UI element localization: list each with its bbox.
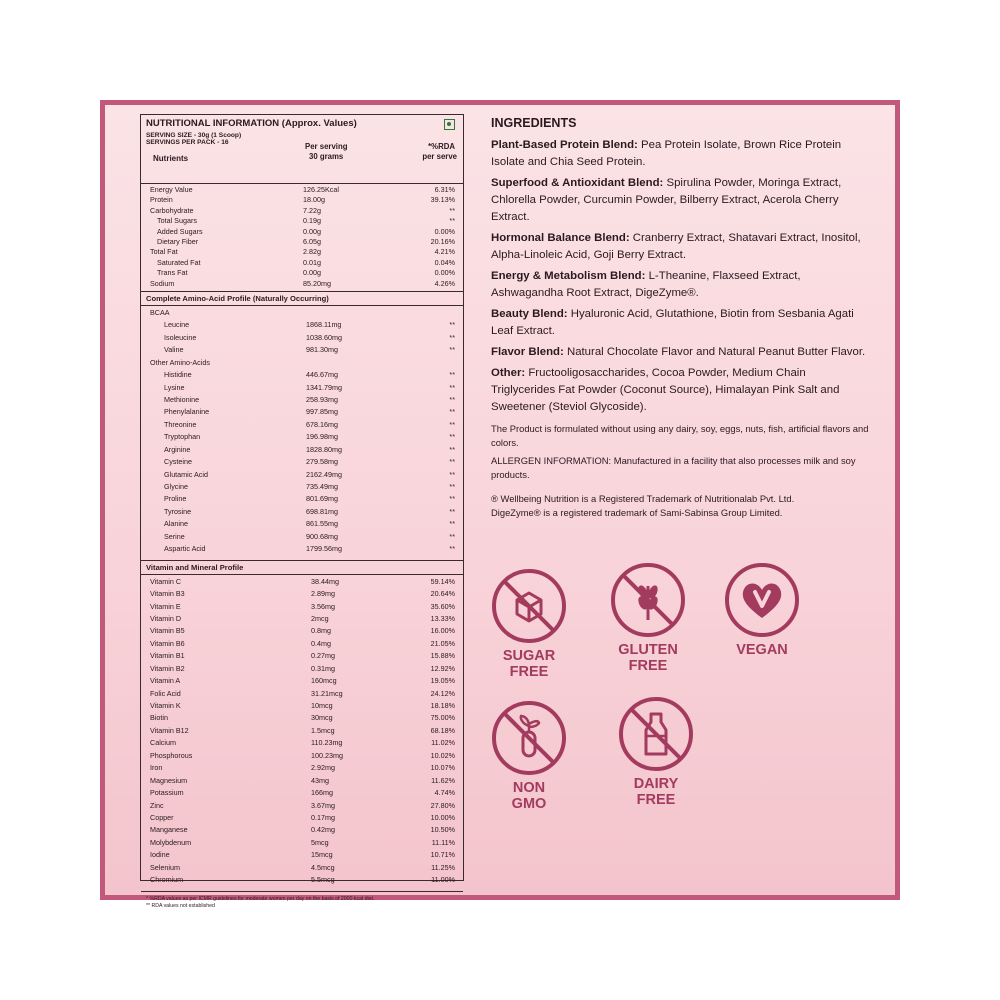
nutrient-name: BCAA bbox=[150, 307, 170, 317]
blend-label: Energy & Metabolism Blend: bbox=[491, 270, 646, 282]
amino-row bbox=[141, 395, 463, 407]
blend-label: Superfood & Antioxidant Blend: bbox=[491, 177, 664, 189]
macros-row bbox=[141, 195, 463, 205]
nutrient-rda: ** bbox=[449, 370, 455, 380]
badge-dairy-line2: FREE bbox=[636, 792, 676, 808]
nutrient-name: Vitamin B6 bbox=[150, 638, 185, 648]
vitamins-row bbox=[141, 751, 463, 763]
nutrient-rda: 20.16% bbox=[430, 236, 455, 246]
badge-non-gmo bbox=[489, 700, 569, 812]
vitamins-row bbox=[141, 738, 463, 750]
macros-row bbox=[141, 279, 463, 289]
blend-label: Hormonal Balance Blend: bbox=[491, 232, 630, 244]
amino-header bbox=[141, 292, 463, 306]
nutrient-rda: ** bbox=[449, 332, 455, 342]
nutrient-value: 0.27mg bbox=[311, 651, 335, 661]
footnotes bbox=[141, 892, 463, 912]
vitamins-row bbox=[141, 676, 463, 688]
blend-label: Beauty Blend: bbox=[491, 308, 568, 320]
nutrient-value: 15mcg bbox=[311, 850, 333, 860]
nutrient-rda: ** bbox=[449, 432, 455, 442]
macros-row bbox=[141, 258, 463, 268]
nutrient-rda: ** bbox=[449, 457, 455, 467]
nutrient-value: 31.21mcg bbox=[311, 688, 343, 698]
nutrient-value: 1799.56mg bbox=[306, 544, 342, 554]
nutrient-rda: 4.21% bbox=[434, 247, 455, 257]
nutrient-rda: 39.13% bbox=[430, 195, 455, 205]
allergen-info: ALLERGEN INFORMATION: Manufactured in a facility that also processes milk and soy products. bbox=[491, 455, 856, 480]
nutrient-rda: ** bbox=[449, 519, 455, 529]
amino-row bbox=[141, 482, 463, 494]
nutrient-rda: 0.00% bbox=[434, 268, 455, 278]
badge-sugar-line1: SUGAR bbox=[502, 648, 556, 664]
test-tube-plant-icon bbox=[491, 700, 567, 776]
nutrient-name: Biotin bbox=[150, 713, 168, 723]
nutrient-name: Vitamin C bbox=[150, 576, 182, 586]
nutrient-rda: 15.88% bbox=[430, 651, 455, 661]
nutrient-rda: ** bbox=[449, 531, 455, 541]
trademark-digezyme: DigeZyme® is a registered trademark of Sami-Sabinsa Group Limited. bbox=[491, 507, 783, 518]
nutrient-value: 997.85mg bbox=[306, 407, 338, 417]
nutrient-value: 0.19g bbox=[303, 216, 321, 226]
nutrient-value: 698.81mg bbox=[306, 506, 338, 516]
nutrient-name: Zinc bbox=[150, 800, 164, 810]
nutrient-name: Threonine bbox=[164, 419, 197, 429]
nutrient-value: 861.55mg bbox=[306, 519, 338, 529]
nutrient-rda: ** bbox=[449, 205, 455, 215]
serving-size: SERVING SIZE - 30g (1 Scoop) bbox=[146, 132, 242, 139]
vitamins-row bbox=[141, 701, 463, 713]
nutrient-rda: 11.00% bbox=[431, 875, 455, 885]
badge-gluten-line2: FREE bbox=[628, 658, 668, 674]
amino-row bbox=[141, 544, 463, 556]
nutrient-value: 678.16mg bbox=[306, 419, 338, 429]
nutrient-rda: ** bbox=[449, 469, 455, 479]
nutrient-value: 196.98mg bbox=[306, 432, 338, 442]
nutrition-table bbox=[140, 114, 464, 910]
blend-text: Natural Chocolate Flavor and Natural Peanut Butter Flavor. bbox=[563, 346, 866, 358]
nutrient-name: Vitamin D bbox=[150, 613, 182, 623]
ingredients-heading: INGREDIENTS bbox=[491, 116, 577, 130]
ingredient-blend bbox=[491, 230, 871, 264]
nutrient-name: Iodine bbox=[150, 850, 170, 860]
nutrient-value: 5mcg bbox=[311, 837, 329, 847]
vitamins-row bbox=[141, 763, 463, 775]
amino-row bbox=[141, 345, 463, 357]
vitamins-row bbox=[141, 825, 463, 837]
nutrient-rda: 11.62% bbox=[431, 775, 455, 785]
nutrient-value: 0.17mg bbox=[311, 812, 335, 822]
macros-row bbox=[141, 237, 463, 247]
nutrient-name: Vitamin B2 bbox=[150, 663, 185, 673]
vitamins-row bbox=[141, 726, 463, 738]
amino-row bbox=[141, 457, 463, 469]
ingredient-blends bbox=[491, 137, 871, 416]
nutrient-name: Saturated Fat bbox=[157, 257, 201, 267]
badge-gluten-free bbox=[608, 562, 688, 674]
nutrient-name: Calcium bbox=[150, 738, 176, 748]
nutrient-value: 5.5mcg bbox=[311, 875, 335, 885]
nutrient-name: Vitamin B1 bbox=[150, 651, 185, 661]
nutrient-rda: 10.50% bbox=[430, 825, 455, 835]
macros-section bbox=[141, 184, 463, 292]
blend-text: Spirulina Powder, Moringa Extract, Chlorella Powder, Curcumin Powder, Bilberry Extract, Acerola Cherry Extract. bbox=[491, 177, 842, 223]
nutrient-rda: 0.00% bbox=[434, 226, 455, 236]
vitamins-row bbox=[141, 577, 463, 589]
nutrient-name: Vitamin B12 bbox=[150, 725, 189, 735]
nutrient-name: Energy Value bbox=[150, 185, 193, 194]
amino-row bbox=[141, 407, 463, 419]
nutrient-rda: ** bbox=[449, 345, 455, 355]
ingredient-blend bbox=[491, 137, 871, 171]
ingredient-blend bbox=[491, 344, 871, 361]
vitamins-row bbox=[141, 813, 463, 825]
nutrient-value: 801.69mg bbox=[306, 494, 338, 504]
nutrient-rda: 4.74% bbox=[434, 788, 455, 798]
nutrient-name: Arginine bbox=[164, 444, 191, 454]
nutrient-value: 2.82g bbox=[303, 247, 321, 257]
amino-row bbox=[141, 532, 463, 544]
nutrient-name: Histidine bbox=[164, 370, 192, 380]
nutrient-value: 1038.60mg bbox=[306, 332, 342, 342]
nutrient-rda: ** bbox=[449, 216, 455, 226]
nutrient-name: Sodium bbox=[150, 278, 175, 288]
nutrient-name: Copper bbox=[150, 812, 174, 822]
nutrient-value: 0.00g bbox=[303, 226, 321, 236]
blend-text: Fructooligosaccharides, Cocoa Powder, Medium Chain Triglycerides Fat Powder (Coconut Source), Himalayan Pink Salt and Sweetener (Steviol Glycoside). bbox=[491, 367, 840, 413]
nutrient-name: Chromium bbox=[150, 875, 184, 885]
nutrient-value: 38.44mg bbox=[311, 576, 339, 586]
nutrient-value: 1.5mcg bbox=[311, 725, 335, 735]
nutrient-name: Total Fat bbox=[150, 247, 178, 257]
nutrient-value: 2.89mg bbox=[311, 589, 335, 599]
nutrient-value: 0.4mg bbox=[311, 638, 331, 648]
amino-row bbox=[141, 308, 463, 320]
nutrient-value: 6.05g bbox=[303, 236, 321, 246]
nutrient-rda: 18.18% bbox=[430, 701, 455, 711]
nutrient-value: 279.58mg bbox=[306, 457, 338, 467]
col-per-serving: Per serving bbox=[305, 142, 348, 151]
nutrient-value: 0.42mg bbox=[311, 825, 335, 835]
badge-vegan bbox=[722, 562, 802, 658]
nutrient-value: 900.68mg bbox=[306, 531, 338, 541]
footnote-not-established: ** RDA values not established bbox=[146, 903, 215, 910]
nutrient-value: 735.49mg bbox=[306, 482, 338, 492]
blend-text: Cranberry Extract, Shatavari Extract, Inositol, Alpha-Linoleic Acid, Goji Berry Extract. bbox=[491, 232, 861, 261]
ingredients-panel bbox=[491, 116, 871, 524]
macros-row bbox=[141, 227, 463, 237]
nutrient-value: 126.25Kcal bbox=[303, 185, 339, 194]
vitamins-row bbox=[141, 788, 463, 800]
nutrient-rda: ** bbox=[449, 482, 455, 492]
nutrition-header bbox=[141, 115, 463, 184]
nutrient-name: Isoleucine bbox=[164, 332, 197, 342]
nutrient-value: 3.67mg bbox=[311, 800, 335, 810]
nutrient-value: 0.31mg bbox=[311, 663, 335, 673]
badge-sugar-free bbox=[489, 568, 569, 680]
nutrient-name: Vitamin B5 bbox=[150, 626, 185, 636]
nutrient-rda: 10.71% bbox=[430, 850, 455, 860]
blend-text: Pea Protein Isolate, Brown Rice Protein Isolate and Chia Seed Protein. bbox=[491, 139, 842, 168]
nutrient-rda: ** bbox=[449, 506, 455, 516]
nutrient-name: Leucine bbox=[164, 320, 190, 330]
nutrient-value: 160mcg bbox=[311, 676, 337, 686]
amino-row bbox=[141, 507, 463, 519]
nutrient-name: Molybdenum bbox=[150, 837, 192, 847]
wheat-icon bbox=[610, 562, 686, 638]
nutrient-name: Protein bbox=[150, 195, 173, 205]
nutrient-name: Total Sugars bbox=[157, 216, 197, 226]
badge-vegan-line1: VEGAN bbox=[736, 642, 788, 658]
nutrient-value: 166mg bbox=[311, 788, 333, 798]
nutrient-name: Tyrosine bbox=[164, 506, 192, 516]
nutrient-name: Trans Fat bbox=[157, 268, 188, 278]
ingredient-blend bbox=[491, 175, 871, 226]
amino-row bbox=[141, 383, 463, 395]
nutrient-name: Magnesium bbox=[150, 775, 188, 785]
nutrient-value: 2mcg bbox=[311, 613, 329, 623]
blend-text: L-Theanine, Flaxseed Extract, Ashwagandha Root Extract, DigeZyme®. bbox=[491, 270, 801, 299]
vitamins-row bbox=[141, 639, 463, 651]
amino-title: Complete Amino-Acid Profile (Naturally Occurring) bbox=[146, 293, 329, 303]
vitamins-row bbox=[141, 713, 463, 725]
amino-row bbox=[141, 358, 463, 370]
vitamins-row bbox=[141, 801, 463, 813]
vitamins-row bbox=[141, 664, 463, 676]
nutrient-name: Lysine bbox=[164, 382, 185, 392]
amino-row bbox=[141, 519, 463, 531]
nutrient-value: 2.92mg bbox=[311, 763, 335, 773]
nutrient-value: 3.56mg bbox=[311, 601, 335, 611]
nutrient-name: Glycine bbox=[164, 482, 188, 492]
amino-row bbox=[141, 445, 463, 457]
nutrient-rda: 59.14% bbox=[430, 576, 455, 586]
blend-label: Flavor Blend: bbox=[491, 346, 564, 358]
amino-row bbox=[141, 470, 463, 482]
free-from-note: The Product is formulated without using any dairy, soy, eggs, nuts, fish, artificial flavors and colors. bbox=[491, 423, 869, 448]
nutrient-rda: 68.18% bbox=[430, 725, 455, 735]
nutrient-value: 110.23mg bbox=[311, 738, 343, 748]
blend-label: Other: bbox=[491, 367, 526, 379]
nutrient-name: Glutamic Acid bbox=[164, 469, 208, 479]
badge-dairy-free bbox=[616, 696, 696, 808]
nutrient-rda: 11.25% bbox=[431, 862, 455, 872]
badge-gmo-line1: NON bbox=[512, 780, 546, 796]
milk-bottle-icon bbox=[618, 696, 694, 772]
nutrient-name: Vitamin B3 bbox=[150, 589, 185, 599]
footnote-rda: * %RDA values as per ICMR guidelines for moderate women per day on the basis of 2000 kcal diet. bbox=[146, 895, 375, 902]
nutrient-value: 30mcg bbox=[311, 713, 333, 723]
trademark-wellbeing: ® Wellbeing Nutrition is a Registered Trademark of Nutritionalab Pvt. Ltd. bbox=[491, 493, 795, 504]
nutrient-rda: ** bbox=[449, 382, 455, 392]
nutrient-rda: ** bbox=[449, 407, 455, 417]
ingredient-blend bbox=[491, 268, 871, 302]
col-per-serving-grams: 30 grams bbox=[309, 152, 344, 161]
nutrient-value: 43mg bbox=[311, 775, 329, 785]
nutrient-rda: 35.60% bbox=[430, 601, 455, 611]
amino-row bbox=[141, 370, 463, 382]
nutrient-rda: ** bbox=[449, 394, 455, 404]
nutrient-value: 0.00g bbox=[303, 268, 321, 278]
vitamin-title: Vitamin and Mineral Profile bbox=[146, 562, 244, 572]
heart-v-icon bbox=[724, 562, 800, 638]
vitamins-row bbox=[141, 602, 463, 614]
nutrient-rda: 24.12% bbox=[430, 688, 455, 698]
vitamins-row bbox=[141, 776, 463, 788]
col-rda: *%RDA bbox=[428, 142, 455, 151]
nutrient-name: Dietary Fiber bbox=[157, 236, 199, 246]
vitamin-section bbox=[141, 575, 463, 892]
nutrient-name: Folic Acid bbox=[150, 688, 181, 698]
badge-dairy-line1: DAIRY bbox=[633, 776, 679, 792]
nutrient-rda: ** bbox=[449, 419, 455, 429]
veg-mark-icon bbox=[444, 119, 455, 130]
nutrient-name: Added Sugars bbox=[157, 226, 203, 236]
vitamins-row bbox=[141, 614, 463, 626]
nutrient-rda: 75.00% bbox=[430, 713, 455, 723]
ingredient-blend bbox=[491, 306, 871, 340]
badge-sugar-line2: FREE bbox=[509, 664, 549, 680]
nutrient-rda: 0.04% bbox=[434, 257, 455, 267]
nutrient-name: Alanine bbox=[164, 519, 188, 529]
nutrient-name: Aspartic Acid bbox=[164, 544, 206, 554]
macros-row bbox=[141, 247, 463, 257]
vitamins-row bbox=[141, 626, 463, 638]
macros-row bbox=[141, 185, 463, 195]
nutrient-rda: 11.11% bbox=[431, 837, 455, 847]
nutrient-value: 85.20mg bbox=[303, 278, 331, 288]
nutrient-value: 1868.11mg bbox=[306, 320, 342, 330]
nutrient-rda: ** bbox=[449, 544, 455, 554]
servings-per-pack: SERVINGS PER PACK - 16 bbox=[146, 139, 229, 146]
macros-row bbox=[141, 268, 463, 278]
nutrient-value: 7.22g bbox=[303, 205, 321, 215]
vitamins-row bbox=[141, 850, 463, 862]
nutrient-name: Valine bbox=[164, 345, 184, 355]
col-rda-per-serve: per serve bbox=[422, 152, 457, 161]
nutrient-rda: 13.33% bbox=[430, 613, 455, 623]
nutrient-name: Methionine bbox=[164, 394, 200, 404]
vitamins-row bbox=[141, 589, 463, 601]
ingredient-blend bbox=[491, 365, 871, 416]
badge-gmo-line2: GMO bbox=[511, 796, 547, 812]
nutrient-rda: 16.00% bbox=[430, 626, 455, 636]
macros-row bbox=[141, 216, 463, 226]
nutrient-value: 18.00g bbox=[303, 195, 325, 205]
nutrient-value: 2162.49mg bbox=[306, 469, 342, 479]
amino-row bbox=[141, 420, 463, 432]
vitamins-row bbox=[141, 875, 463, 887]
nutrient-rda: 27.80% bbox=[430, 800, 455, 810]
nutrient-name: Other Amino-Acids bbox=[150, 357, 210, 367]
nutrient-name: Vitamin E bbox=[150, 601, 181, 611]
vitamins-row bbox=[141, 651, 463, 663]
amino-row bbox=[141, 494, 463, 506]
nutrient-name: Vitamin A bbox=[150, 676, 181, 686]
amino-section bbox=[141, 306, 463, 561]
nutrient-rda: 6.31% bbox=[434, 185, 455, 194]
nutrient-rda: 20.64% bbox=[430, 589, 455, 599]
nutrient-value: 0.8mg bbox=[311, 626, 331, 636]
nutrient-value: 0.01g bbox=[303, 257, 321, 267]
nutrient-rda: ** bbox=[449, 494, 455, 504]
blend-text: Hyaluronic Acid, Glutathione, Biotin from Sesbania Agati Leaf Extract. bbox=[491, 308, 854, 337]
amino-row bbox=[141, 320, 463, 332]
nutrient-name: Proline bbox=[164, 494, 187, 504]
nutrient-name: Phosphorous bbox=[150, 750, 193, 760]
nutrient-value: 4.5mcg bbox=[311, 862, 335, 872]
nutrient-rda: 4.26% bbox=[434, 278, 455, 288]
nutrient-value: 258.93mg bbox=[306, 394, 338, 404]
nutrient-rda: 11.02% bbox=[431, 738, 455, 748]
amino-row bbox=[141, 333, 463, 345]
amino-row bbox=[141, 432, 463, 444]
vitamins-row bbox=[141, 863, 463, 875]
nutrient-name: Tryptophan bbox=[164, 432, 201, 442]
vitamin-header bbox=[141, 561, 463, 575]
nutrition-title: NUTRITIONAL INFORMATION (Approx. Values) bbox=[146, 118, 357, 129]
nutrient-rda: 12.92% bbox=[430, 663, 455, 673]
vitamins-row bbox=[141, 689, 463, 701]
nutrient-rda: ** bbox=[449, 444, 455, 454]
nutrient-value: 981.30mg bbox=[306, 345, 338, 355]
macros-row bbox=[141, 206, 463, 216]
nutrient-name: Cysteine bbox=[164, 457, 192, 467]
nutrient-value: 446.67mg bbox=[306, 370, 338, 380]
nutrient-name: Carbohydrate bbox=[150, 205, 194, 215]
sugar-cube-icon bbox=[491, 568, 567, 644]
nutrient-name: Serine bbox=[164, 531, 185, 541]
nutrient-name: Manganese bbox=[150, 825, 188, 835]
blend-label: Plant-Based Protein Blend: bbox=[491, 139, 638, 151]
nutrient-name: Selenium bbox=[150, 862, 180, 872]
nutrient-rda: 10.00% bbox=[430, 812, 455, 822]
nutrient-rda: 10.02% bbox=[430, 750, 455, 760]
nutrient-name: Phenylalanine bbox=[164, 407, 210, 417]
col-nutrients: Nutrients bbox=[153, 154, 189, 163]
nutrient-rda: 21.05% bbox=[430, 638, 455, 648]
nutrient-value: 10mcg bbox=[311, 701, 333, 711]
nutrient-name: Iron bbox=[150, 763, 163, 773]
nutrient-value: 1341.79mg bbox=[306, 382, 342, 392]
nutrient-rda: ** bbox=[449, 320, 455, 330]
badge-gluten-line1: GLUTEN bbox=[618, 642, 678, 658]
nutrient-rda: 10.07% bbox=[430, 763, 455, 773]
nutrient-rda: 19.05% bbox=[430, 676, 455, 686]
vitamins-row bbox=[141, 838, 463, 850]
nutrient-value: 100.23mg bbox=[311, 750, 343, 760]
nutrient-name: Potassium bbox=[150, 788, 184, 798]
nutrient-name: Vitamin K bbox=[150, 701, 181, 711]
nutrient-value: 1828.80mg bbox=[306, 444, 342, 454]
